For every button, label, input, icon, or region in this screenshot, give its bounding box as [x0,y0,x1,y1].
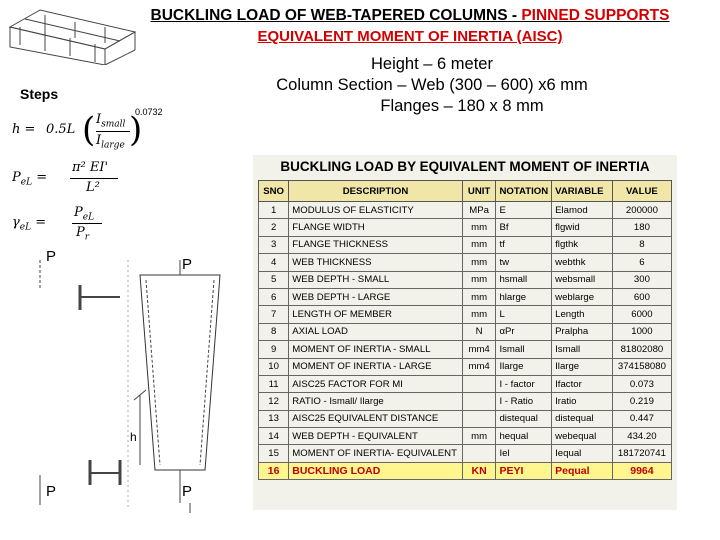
formula-h-exponent: 0.0732 [135,107,163,117]
cell-unit: mm [462,219,496,236]
cell-desc: WEB THICKNESS [289,254,463,271]
cell-sno: 10 [259,358,289,375]
cell-value: 81802080 [612,341,671,358]
cell-desc: AXIAL LOAD [289,323,463,340]
cell-variable: Length [552,306,613,323]
cell-desc: AISC25 FACTOR FOR MI [289,375,463,392]
load-top-left: P [46,248,57,265]
cell-desc: MOMENT OF INERTIA - LARGE [289,358,463,375]
cell-notation: I - factor [496,375,552,392]
cell-variable: webthk [552,254,613,271]
column-specs [232,54,632,117]
table-row [259,236,672,253]
cell-notation: Bf [496,219,552,236]
cell-sno: 14 [259,428,289,445]
cell-value: 0.447 [612,410,671,427]
cell-variable: Iratio [552,393,613,410]
cell-notation: Iel [496,445,552,462]
cell-value: 600 [612,288,671,305]
cell-desc: WEB DEPTH - SMALL [289,271,463,288]
formula-gamma [12,203,122,243]
cell-desc: LENGTH OF MEMBER [289,306,463,323]
cell-variable: Ismall [552,341,613,358]
cell-unit [462,393,496,410]
table-body [259,202,672,480]
table-row [259,358,672,375]
cell-desc: BUCKLING LOAD [289,462,463,479]
table-row [259,306,672,323]
cell-desc: MOMENT OF INERTIA - SMALL [289,341,463,358]
cell-notation: tw [496,254,552,271]
table-row [259,341,672,358]
formula-h-numerator: $I_{small}$ [96,112,126,130]
cell-value: 8 [612,236,671,253]
cell-desc: MOMENT OF INERTIA- EQUIVALENT [289,445,463,462]
height-label: h [130,430,137,444]
spec-section: Column Section – Web (300 – 600) x6 mm [276,76,588,94]
cell-sno: 3 [259,236,289,253]
cell-notation: hequal [496,428,552,445]
cell-value: 1000 [612,323,671,340]
cell-sno: 16 [259,462,289,479]
cell-value: 6000 [612,306,671,323]
header-value: VALUE [612,181,671,202]
cell-unit: mm [462,306,496,323]
cell-unit: mm [462,271,496,288]
table-row [259,323,672,340]
cell-unit: mm [462,254,496,271]
steps-label: Steps [20,86,59,102]
frame-sketch [5,5,140,65]
cell-sno: 2 [259,219,289,236]
table-row [259,410,672,427]
load-bottom-left: P [46,483,57,500]
cell-desc: WEB DEPTH - LARGE [289,288,463,305]
formula-pel [12,158,122,198]
cell-variable: Ilarge [552,358,613,375]
table-row [259,202,672,219]
formula-h [12,110,143,154]
cell-notation: hsmall [496,271,552,288]
cell-variable: flgthk [552,236,613,253]
formula-h-denominator: $I_{large}$ [96,133,125,151]
header-variable: VARIABLE [552,181,613,202]
formula-h-lhs: h = [12,122,36,137]
formula-pel-numerator: π² EI' [72,160,109,175]
cell-sno: 12 [259,393,289,410]
formula-h-paren-open: ( [82,110,96,150]
cell-variable: Pralpha [552,323,613,340]
cell-desc: MODULUS OF ELASTICITY [289,202,463,219]
table-row [259,462,672,479]
cell-unit [462,445,496,462]
cell-variable: Pequal [552,462,613,479]
cell-variable: Iequal [552,445,613,462]
cell-notation: L [496,306,552,323]
cell-notation: distequal [496,410,552,427]
cell-sno: 8 [259,323,289,340]
cell-notation: hlarge [496,288,552,305]
formula-pel-denominator: L² [86,180,100,195]
table-row [259,288,672,305]
cell-variable: distequal [552,410,613,427]
load-top-right: P [182,256,193,273]
table-row [259,219,672,236]
cell-notation: αPr [496,323,552,340]
formula-h-paren-close: ) [129,110,143,150]
formula-gamma-denominator: $P_r$ [76,225,90,243]
cell-sno: 4 [259,254,289,271]
cell-unit [462,375,496,392]
table-row [259,445,672,462]
cell-value: 0.073 [612,375,671,392]
cell-variable: webequal [552,428,613,445]
spec-flanges: Flanges – 180 x 8 mm [380,97,544,115]
cell-notation: tf [496,236,552,253]
formula-h-bar [96,131,130,132]
cell-desc: RATIO - Ismall/ Ilarge [289,393,463,410]
cell-sno: 7 [259,306,289,323]
cell-unit: KN [462,462,496,479]
title-main: BUCKLING LOAD OF WEB-TAPERED COLUMNS - [150,7,522,24]
cell-sno: 13 [259,410,289,427]
header-unit: UNIT [462,181,496,202]
cell-value: 200000 [612,202,671,219]
cell-value: 374158080 [612,358,671,375]
load-bottom-right: P [182,483,193,500]
page-title [105,7,715,25]
table-row [259,428,672,445]
buckling-table [258,180,672,480]
table-row [259,254,672,271]
cell-sno: 5 [259,271,289,288]
cell-sno: 6 [259,288,289,305]
cell-notation: E [496,202,552,219]
header-description: DESCRIPTION [289,181,463,202]
cell-sno: 9 [259,341,289,358]
table-row [259,271,672,288]
cell-notation: PEYI [496,462,552,479]
cell-value: 6 [612,254,671,271]
cell-unit: mm [462,236,496,253]
cell-variable: websmall [552,271,613,288]
cell-value: 0.219 [612,393,671,410]
cell-desc: AISC25 EQUIVALENT DISTANCE [289,410,463,427]
cell-desc: FLANGE WIDTH [289,219,463,236]
page-subtitle: EQUIVALENT MOMENT OF INERTIA (AISC) [257,28,563,45]
formula-h-coeff: 0.5L [46,122,76,137]
buckling-table-panel [253,155,677,510]
header-sno: SNO [259,181,289,202]
table-header-row [259,181,672,202]
cell-unit [462,410,496,427]
formula-gamma-lhs: $\gamma_{eL}$ = [12,215,47,233]
cell-variable: Elamod [552,202,613,219]
cell-value: 180 [612,219,671,236]
header-notation: NOTATION [496,181,552,202]
cell-desc: FLANGE THICKNESS [289,236,463,253]
cell-sno: 11 [259,375,289,392]
cell-value: 434.20 [612,428,671,445]
cell-sno: 15 [259,445,289,462]
table-row [259,393,672,410]
cell-unit: mm4 [462,358,496,375]
table-row [259,375,672,392]
cell-value: 300 [612,271,671,288]
cell-unit: mm [462,288,496,305]
formula-gamma-bar [72,223,102,224]
cell-value: 9964 [612,462,671,479]
formula-pel-lhs: $P_{eL}$ = [12,170,48,188]
cell-variable: weblarge [552,288,613,305]
formula-gamma-numerator: $P_{eL}$ [74,205,95,223]
title-highlight: PINNED SUPPORTS [521,7,670,24]
cell-unit: mm [462,428,496,445]
cell-desc: WEB DEPTH - EQUIVALENT [289,428,463,445]
cell-sno: 1 [259,202,289,219]
cell-variable: flgwid [552,219,613,236]
cell-variable: Ifactor [552,375,613,392]
cell-value: 181720741 [612,445,671,462]
cell-notation: Ilarge [496,358,552,375]
cell-notation: I - Ratio [496,393,552,410]
cell-unit: N [462,323,496,340]
table-title: BUCKLING LOAD BY EQUIVALENT MOMENT OF INERTIA [280,159,650,174]
formula-pel-bar [70,178,118,179]
cell-unit: MPa [462,202,496,219]
tapered-column-diagram [30,245,235,515]
spec-height: Height – 6 meter [371,55,493,73]
cell-notation: Ismall [496,341,552,358]
cell-unit: mm4 [462,341,496,358]
